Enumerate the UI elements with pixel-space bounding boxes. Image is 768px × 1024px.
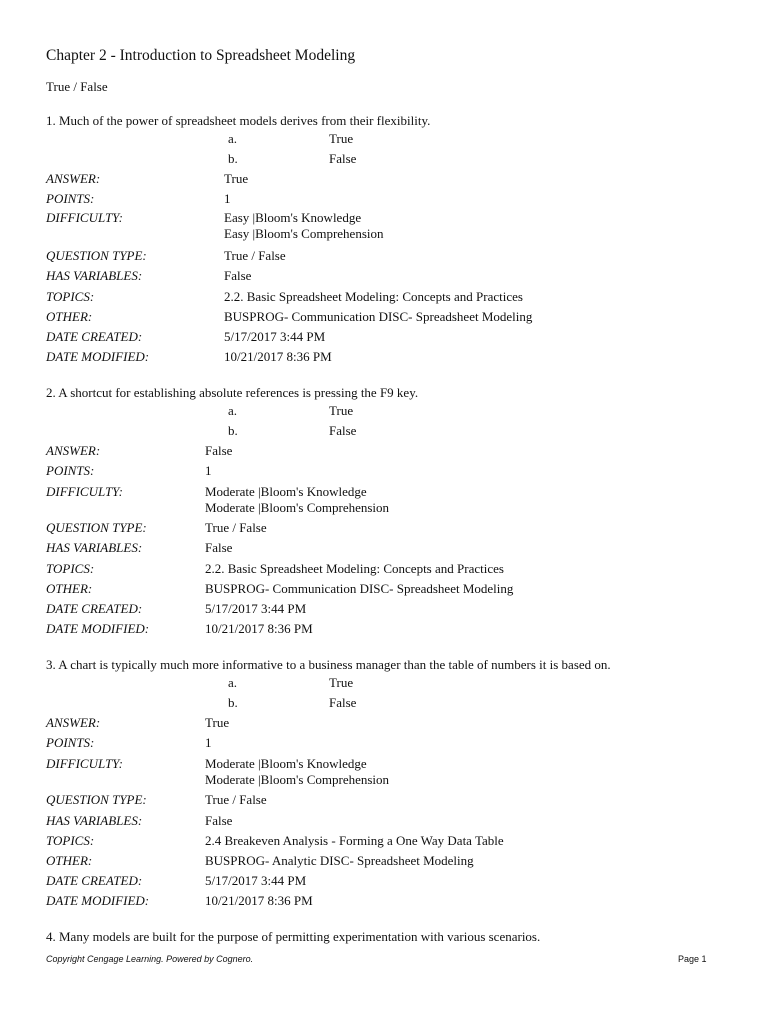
answer-label: ANSWER: [46,171,101,186]
question-text: 3. A chart is typically much more informative to a business manager than the table of numbers it is based on. [46,657,611,672]
choice-letter: a. [228,675,238,690]
section-heading: True / False [46,79,108,94]
topics-value: 2.4 Breakeven Analysis - Forming a One Way Data Table [205,833,504,848]
page-title: Chapter 2 - Introduction to Spreadsheet Modeling [46,47,356,64]
difficulty-line: Moderate |Bloom's Knowledge [205,756,367,771]
points-label: POINTS: [46,191,95,206]
answer-value: True [224,171,249,186]
date-modified-value: 10/21/2017 8:36 PM [224,349,332,364]
topics-value: 2.2. Basic Spreadsheet Modeling: Concepts and Practices [224,289,523,304]
choice-text: True [329,675,354,690]
choice-letter: b. [228,423,238,438]
has-variables-label: HAS VARIABLES: [46,813,143,828]
difficulty-line: Easy |Bloom's Knowledge [224,210,362,225]
answer-label: ANSWER: [46,715,101,730]
difficulty-value [205,484,389,516]
question-type-label: QUESTION TYPE: [46,520,147,535]
choice-letter: b. [228,695,238,710]
difficulty-line: Moderate |Bloom's Comprehension [205,500,390,515]
question-type-label: QUESTION TYPE: [46,792,147,807]
question-type-value: True / False [224,248,286,263]
points-label: POINTS: [46,463,95,478]
choice-letter: a. [228,403,238,418]
choice-text: False [329,423,357,438]
difficulty-line: Moderate |Bloom's Knowledge [205,484,367,499]
other-value: BUSPROG- Communication DISC- Spreadsheet Modeling [205,581,514,596]
date-modified-label: DATE MODIFIED: [46,621,150,636]
answer-label: ANSWER: [46,443,101,458]
answer-value: False [205,443,233,458]
date-created-value: 5/17/2017 3:44 PM [224,329,326,344]
date-created-value: 5/17/2017 3:44 PM [205,601,307,616]
footer-copyright: Copyright Cengage Learning. Powered by Cognero. [46,954,254,964]
choice-text: False [329,695,357,710]
choice-letter: b. [228,151,238,166]
question-text: 2. A shortcut for establishing absolute references is pressing the F9 key. [46,385,419,400]
points-value: 1 [224,191,231,206]
footer-page-number: Page 1 [678,954,707,964]
points-value: 1 [205,463,212,478]
choice-text: False [329,151,357,166]
question-text: 4. Many models are built for the purpose of permitting experimentation with various scenarios. [46,929,541,944]
date-modified-value: 10/21/2017 8:36 PM [205,621,313,636]
date-created-value: 5/17/2017 3:44 PM [205,873,307,888]
date-modified-value: 10/21/2017 8:36 PM [205,893,313,908]
question-type-value: True / False [205,520,267,535]
question-text: 1. Much of the power of spreadsheet models derives from their flexibility. [46,113,431,128]
difficulty-label: DIFFICULTY: [46,210,123,225]
choice-letter: a. [228,131,238,146]
topics-value: 2.2. Basic Spreadsheet Modeling: Concepts and Practices [205,561,504,576]
difficulty-label: DIFFICULTY: [46,484,123,499]
other-value: BUSPROG- Analytic DISC- Spreadsheet Modeling [205,853,474,868]
other-value: BUSPROG- Communication DISC- Spreadsheet Modeling [224,309,533,324]
has-variables-label: HAS VARIABLES: [46,268,143,283]
choice-text: True [329,131,354,146]
difficulty-value [224,210,384,242]
topics-label: TOPICS: [46,289,95,304]
other-label: OTHER: [46,581,93,596]
difficulty-label: DIFFICULTY: [46,756,123,771]
topics-label: TOPICS: [46,833,95,848]
has-variables-value: False [205,540,233,555]
points-label: POINTS: [46,735,95,750]
date-created-label: DATE CREATED: [46,329,143,344]
topics-label: TOPICS: [46,561,95,576]
has-variables-label: HAS VARIABLES: [46,540,143,555]
choice-text: True [329,403,354,418]
date-created-label: DATE CREATED: [46,601,143,616]
has-variables-value: False [205,813,233,828]
question-type-label: QUESTION TYPE: [46,248,147,263]
has-variables-value: False [224,268,252,283]
other-label: OTHER: [46,309,93,324]
question-type-value: True / False [205,792,267,807]
date-modified-label: DATE MODIFIED: [46,893,150,908]
other-label: OTHER: [46,853,93,868]
date-created-label: DATE CREATED: [46,873,143,888]
date-modified-label: DATE MODIFIED: [46,349,150,364]
difficulty-value [205,756,389,788]
answer-value: True [205,715,230,730]
points-value: 1 [205,735,212,750]
difficulty-line: Easy |Bloom's Comprehension [224,226,384,241]
difficulty-line: Moderate |Bloom's Comprehension [205,772,390,787]
